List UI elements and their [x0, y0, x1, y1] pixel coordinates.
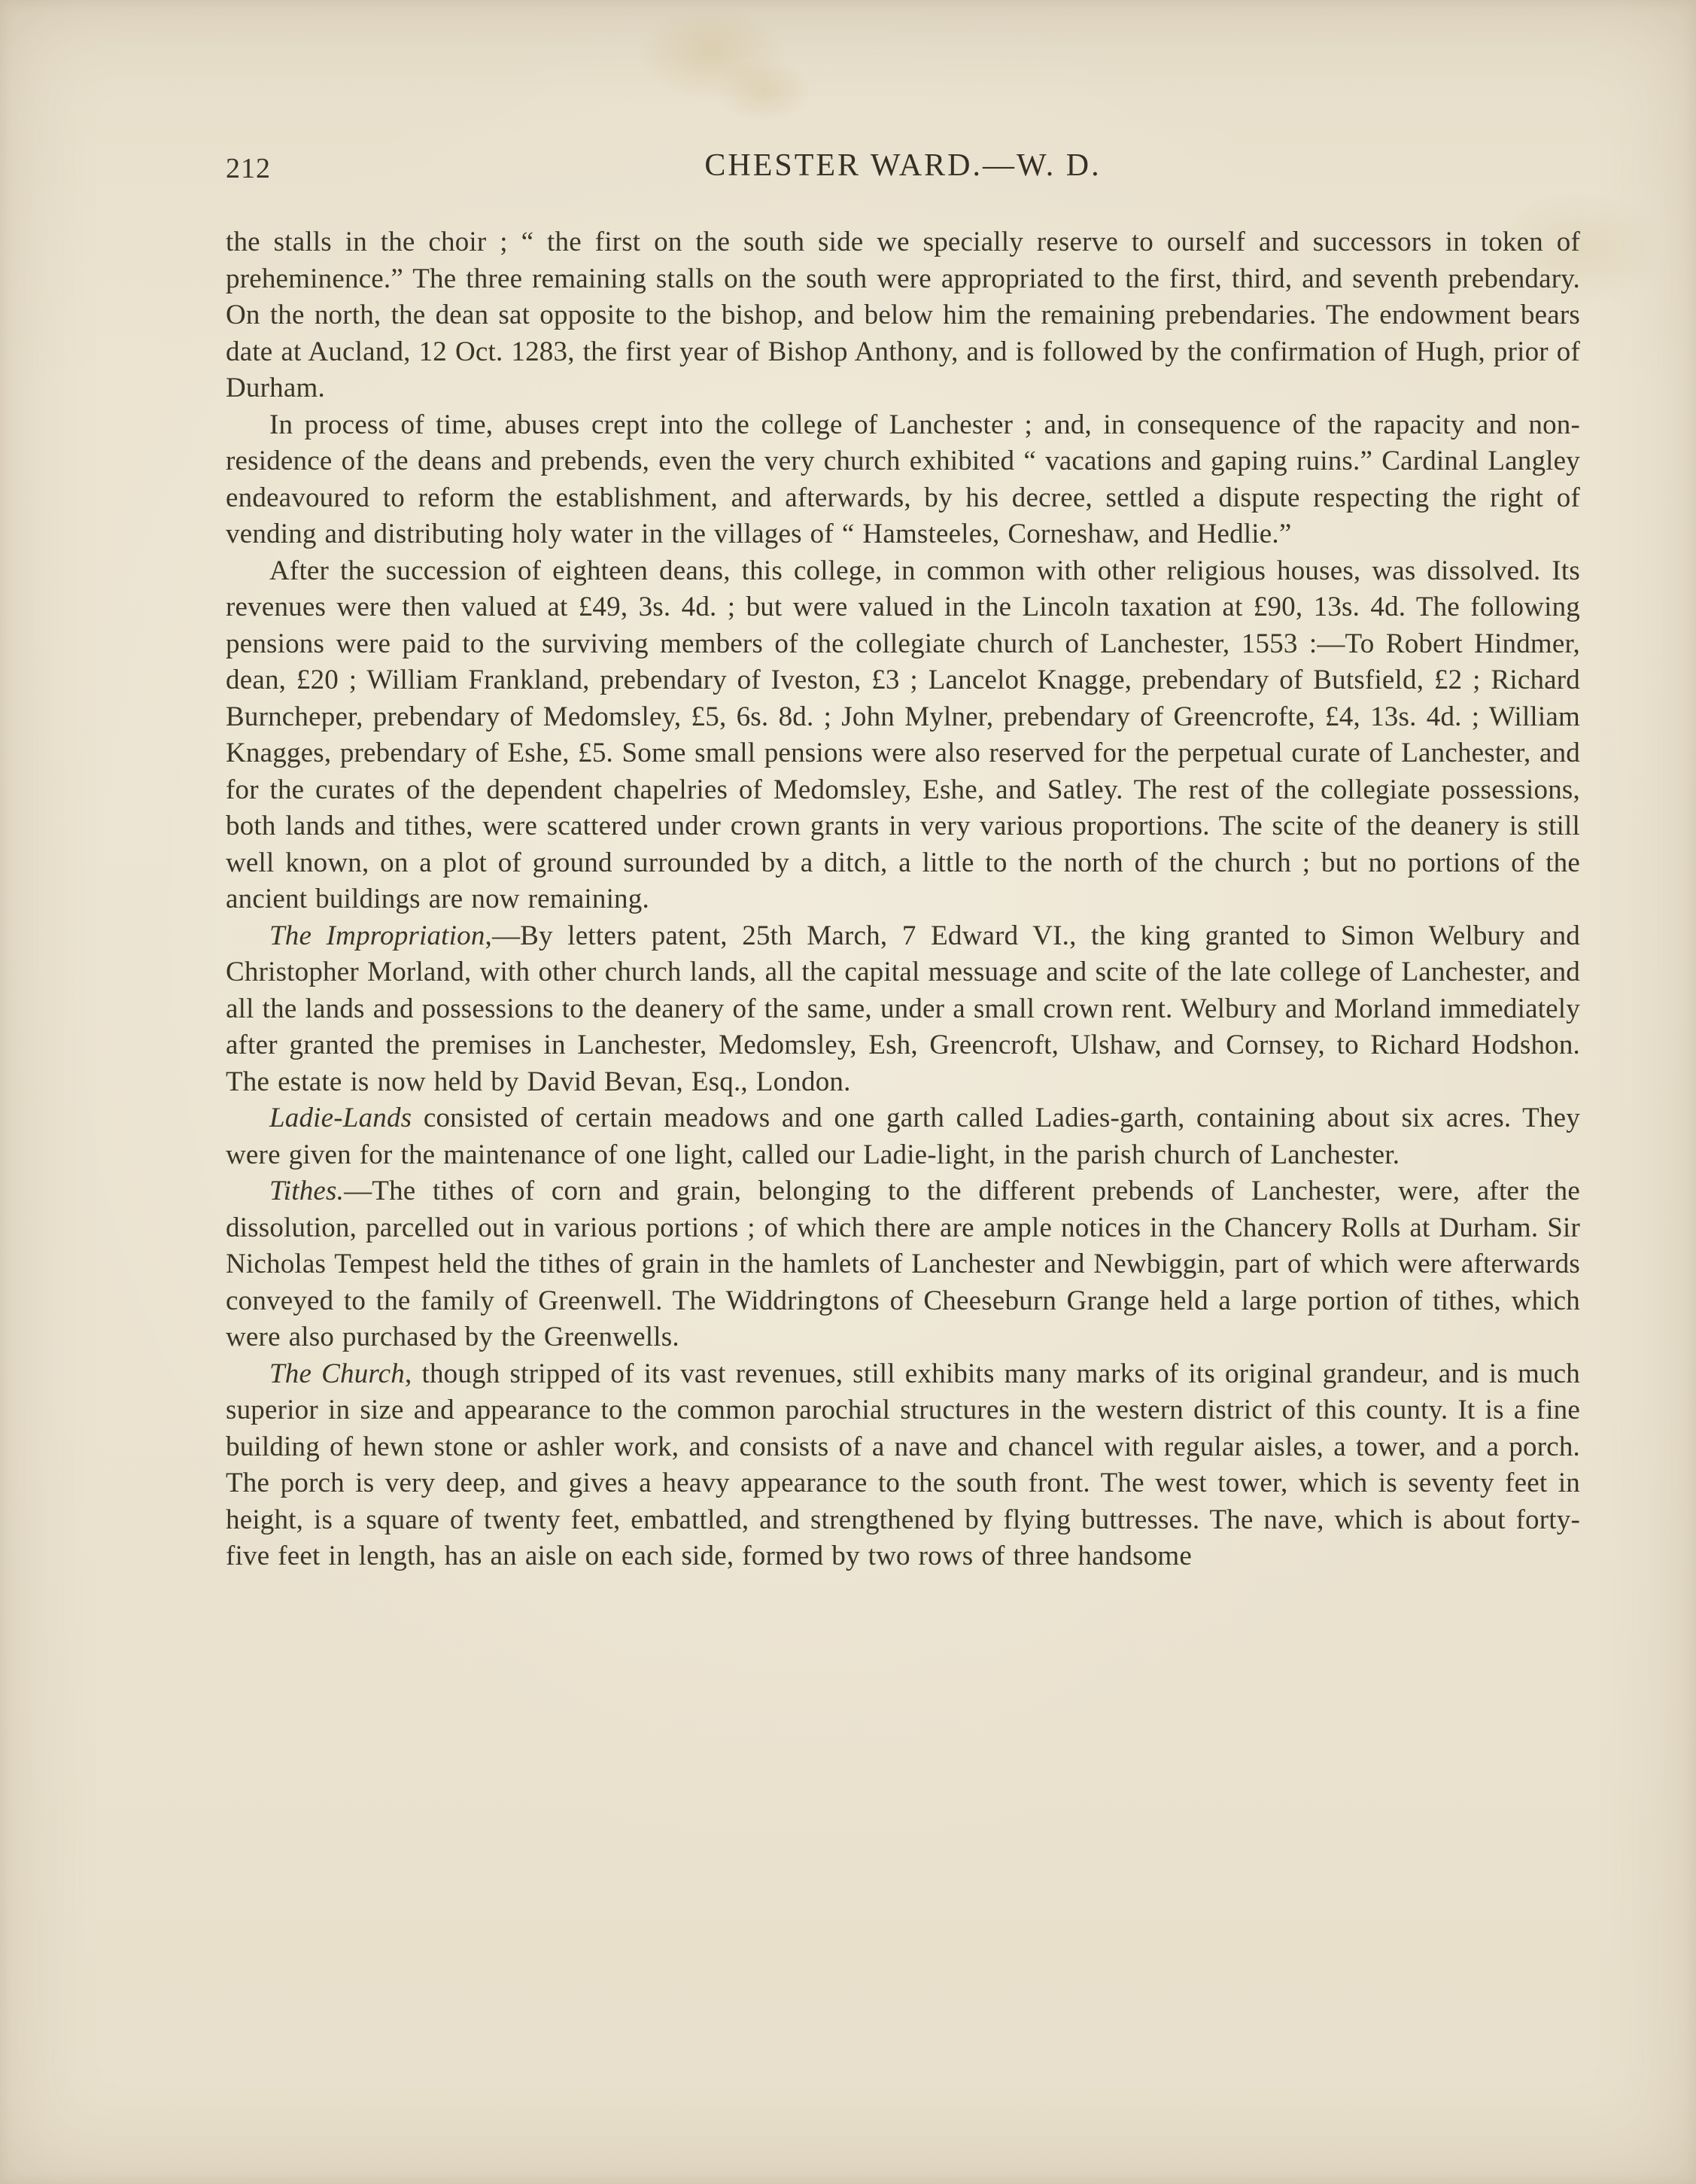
paragraph-text: , though stripped of its vast revenues, still exhibits many marks of its original grandeur, and is much superior in size and appearance to the common parochial structures in the western district of this county. It is a fine building of hewn stone or ashler work, and consists of a nave and chancel with regular aisles, a tower, and a porch. The porch is very deep, and gives a heavy appearance to the south front. The west tower, which is seventy feet in height, is a square of twenty feet, embattled, and strengthened by flying buttresses. The nave, which is about forty-five feet in length, has an aisle on each side, formed by two rows of three handsome [226, 1358, 1580, 1571]
paragraph-text: —The tithes of corn and grain, belonging to the different prebends of Lanchester, were, after the dissolution, parcelled out in various portions ; of which there are ample notices in the Chancery Rolls at Durham. Sir Nicholas Tempest held the tithes of grain in the hamlets of Lanchester and Newbiggin, part of which were afterwards conveyed to the family of Greenwell. The Widdringtons of Cheeseburn Grange held a large portion of tithes, which were also purchased by the Greenwells. [226, 1176, 1580, 1352]
page-header [226, 148, 1580, 193]
paragraph-lead-italic: Ladie-Lands [269, 1103, 412, 1133]
paragraph-text: After the succession of eighteen deans, this college, in common with other religious houses, was dissolved. Its revenues were then valued at £49, 3s. 4d. ; but were valued in the Lincoln taxation at £90, 13s. 4d. The following pensions were paid to the surviving members of the collegiate church of Lanchester, 1553 :—To Robert Hindmer, dean, £20 ; William Frankland, prebendary of Iveston, £3 ; Lancelot Knagge, prebendary of Butsfield, £2 ; Richard Burncheper, prebendary of Medomsley, £5, 6s. 8d. ; John Mylner, prebendary of Greencrofte, £4, 13s. 4d. ; William Knagges, prebendary of Eshe, £5. Some small pensions were also reserved for the perpetual curate of Lanchester, and for the curates of the dependent chapelries of Medomsley, Eshe, and Satley. The rest of the collegiate possessions, both lands and tithes, were scattered under crown grants in very various proportions. The scite of the deanery is still well known, on a plot of ground surrounded by a ditch, a little to the north of the church ; but no portions of the ancient buildings are now remaining. [226, 555, 1580, 914]
paragraph [226, 918, 1580, 1101]
paragraph [226, 1173, 1580, 1356]
paragraph [226, 553, 1580, 918]
paragraph-lead-italic: Tithes. [269, 1176, 345, 1206]
paragraph-text: the stalls in the choir ; “ the first on the south side we specially reserve to ourself and successors in token of preheminence.” The three remaining stalls on the south were appropriated to the first, third, and seventh prebendary. On the north, the dean sat opposite to the bishop, and below him the remaining prebendaries. The endowment bears date at Aucland, 12 Oct. 1283, the first year of Bishop Anthony, and is followed by the confirmation of Hugh, prior of Durham. [226, 227, 1580, 403]
paragraph-lead-italic: The Church [269, 1358, 405, 1389]
running-header-title: CHESTER WARD.—W. D. [704, 148, 1102, 183]
paragraph [226, 1356, 1580, 1575]
paragraph-lead-italic: The Impropriation [269, 920, 485, 951]
page-body-text [226, 224, 1580, 1575]
paragraph [226, 407, 1580, 553]
page-number: 212 [226, 153, 271, 184]
paragraph-text: In process of time, abuses crept into the college of Lanchester ; and, in consequence of the rapacity and non-residence of the deans and prebends, even the very church exhibited “ vacations and gaping ruins.” Cardinal Langley endeavoured to reform the establishment, and afterwards, by his decree, settled a dispute respecting the right of vending and distributing holy water in the villages of “ Hamsteeles, Corneshaw, and Hedlie.” [226, 409, 1580, 549]
paragraph [226, 224, 1580, 407]
paragraph-text: consisted of certain meadows and one garth called Ladies-garth, containing about six acres. They were given for the maintenance of one light, called our Ladie-light, in the parish church of Lanchester. [226, 1103, 1580, 1170]
paragraph-text: ,—By letters patent, 25th March, 7 Edward VI., the king granted to Simon Welbury and Christopher Morland, with other church lands, all the capital messuage and scite of the late college of Lanchester, and all the lands and possessions to the deanery of the same, under a small crown rent. Welbury and Morland immediately after granted the premises in Lanchester, Medomsley, Esh, Greencroft, Ulshaw, and Cornsey, to Richard Hodshon. The estate is now held by David Bevan, Esq., London. [226, 920, 1580, 1097]
paragraph [226, 1100, 1580, 1173]
